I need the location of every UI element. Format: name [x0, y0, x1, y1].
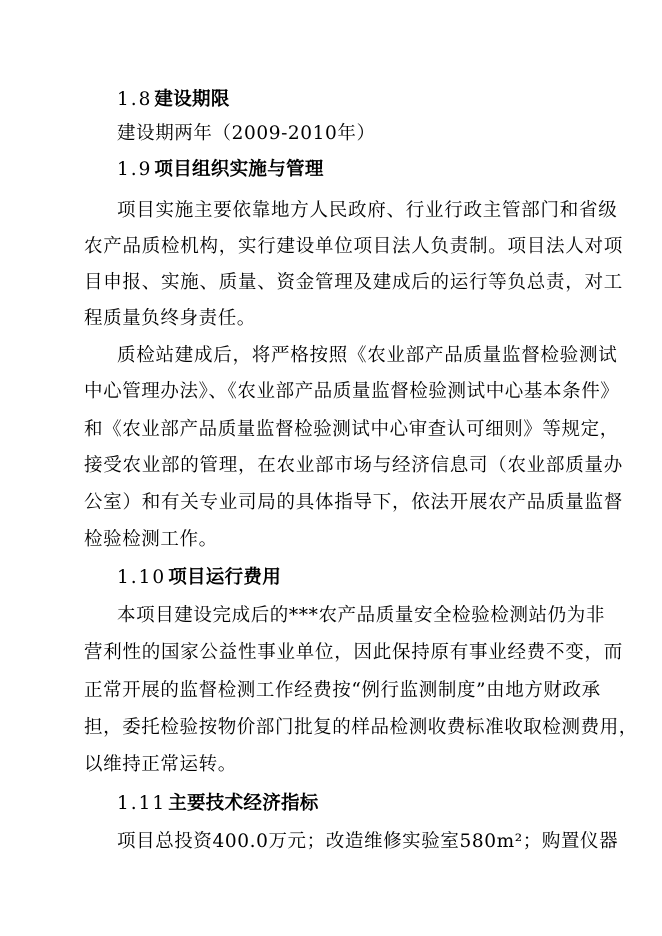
paragraph-line: 建设期两年（2009-2010年）	[117, 123, 376, 144]
paragraph-line: 目申报、实施、质量、资金管理及建成后的运行等负总责，对工	[84, 272, 624, 293]
paragraph-line: 担，委托检验按物价部门批复的样品检测收费标准收取检测费用，	[84, 717, 638, 738]
section-heading-1-11	[0, 791, 662, 817]
paragraph-line: 项目实施主要依靠地方人民政府、行业行政主管部门和省级	[117, 200, 618, 221]
section-number: 1.11	[117, 793, 167, 814]
paragraph-line: 营利性的国家公益性事业单位，因此保持原有事业经费不变，而	[84, 642, 624, 663]
section-title: 建设期限	[154, 89, 230, 110]
section-heading-1-10	[0, 565, 662, 591]
paragraph-line: 质检站建成后，将严格按照《农业部产品质量监督检验测试	[117, 345, 618, 366]
section-title: 项目组织实施与管理	[154, 159, 324, 180]
section-title: 项目运行费用	[168, 567, 282, 588]
paragraph-line: 项目总投资400.0万元；改造维修实验室580m²；购置仪器	[117, 831, 619, 852]
section-number: 1.8	[117, 89, 153, 110]
section-number: 1.9	[117, 159, 153, 180]
section-heading-1-8	[0, 87, 662, 113]
paragraph-line: 接受农业部的管理，在农业部市场与经济信息司（农业部质量办	[84, 455, 624, 476]
section-number: 1.10	[117, 567, 167, 588]
paragraph-line: 和《农业部产品质量监督检验测试中心审查认可细则》等规定，	[84, 419, 619, 440]
paragraph-line: 检验检测工作。	[84, 529, 218, 550]
paragraph-line: 正常开展的监督检测工作经费按“例行监测制度”由地方财政承	[84, 680, 601, 701]
paragraph-line: 中心管理办法》、《农业部产品质量监督检验测试中心基本条件》	[84, 381, 620, 402]
paragraph-line: 以维持正常运转。	[84, 754, 237, 775]
paragraph-line: 公室）和有关专业司局的具体指导下，依法开展农产品质量监督	[84, 492, 624, 513]
paragraph-line: 程质量负终身责任。	[84, 308, 256, 329]
section-heading-1-9	[0, 157, 662, 183]
paragraph-line: 农产品质检机构，实行建设单位项目法人负责制。项目法人对项	[84, 236, 624, 257]
paragraph-line: 本项目建设完成后的***农产品质量安全检验检测站仍为非	[117, 605, 605, 626]
section-title: 主要技术经济指标	[168, 793, 319, 814]
